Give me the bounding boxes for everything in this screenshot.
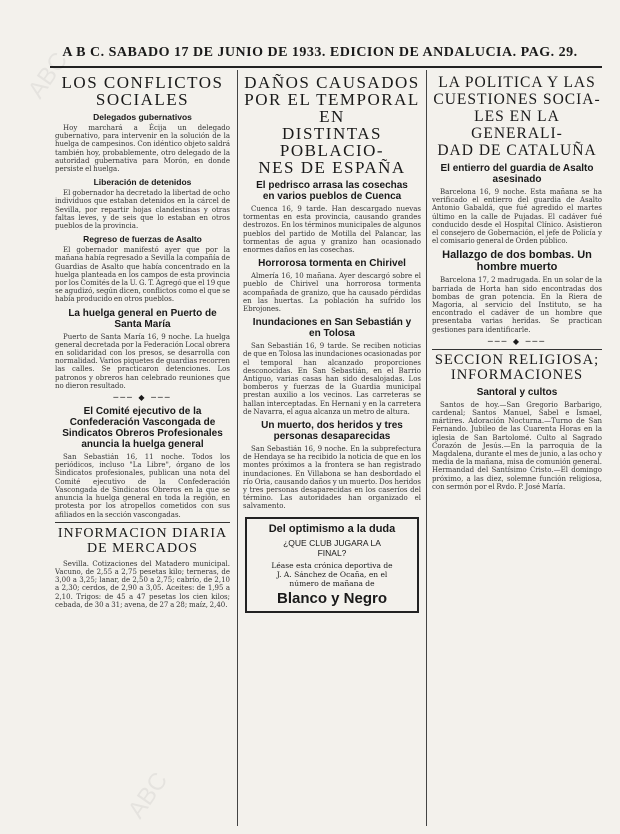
headline-line: INFORMACION DIARIA — [57, 525, 228, 541]
svg-text:ABC: ABC — [22, 47, 74, 104]
column-rule-1 — [237, 70, 238, 826]
article-text: Sevilla. Cotizaciones del Matadero municipal. Vacuno, de 2,55 a 2,75 pesetas kilo; terneras, de 3,00 a 3,25; lanar, de 2,50 a 2,75; cabrío, de 2,10 a 2,30; cerdos, de 2,90 a 3,05. Aceites: de 1,95 a 2,10. Trigos: de 45 a 47 pesetas los cien kilos; cebada, de 30 a 31; avena, de 27 a 28; maíz, 2,40. — [55, 559, 230, 609]
headline-line: SOCIALES — [95, 90, 190, 109]
title-line: en Tolosa — [309, 328, 355, 340]
headline-line: LA POLITICA Y LAS — [438, 74, 596, 91]
headline-line: POR EL TEMPORAL EN — [244, 90, 420, 126]
section-rule — [432, 349, 602, 350]
section-title: Regreso de fuerzas de Asalto — [83, 234, 202, 245]
section-title — [432, 163, 602, 185]
ad-body — [251, 561, 413, 588]
section-rule — [55, 522, 230, 523]
title-line: El entierro del guardia de Asalto — [440, 163, 594, 174]
svg-text:ABC: ABC — [122, 767, 174, 824]
ad-brand: Blanco y Negro — [276, 589, 388, 607]
title-line: asesinado — [492, 174, 542, 185]
section-title: Liberación de detenidos — [93, 177, 192, 188]
article-text: Cuenca 16, 9 tarde. Han descargado nuevas tormentas en esta provincia, causando grandes destrozos. En los términos municipales de algunos pueblos del partido de Motilla del Palancar, las tormentas de agua y granizo han ocasionado enormes daños en las cosechas. — [243, 205, 421, 255]
title-line: El pedrisco arrasa las cosechas — [256, 180, 408, 191]
headline-line: DAÑOS CAUSADOS — [244, 73, 420, 92]
article-text: Barcelona 17, 2 madrugada. En un solar de la barriada de Horta han sido encontradas dos bombas de gran potencia. En la Riera de Magoria, al servicio del Instituto, se ha encontrado el cadáver de un hombre que presentaba varias heridas. Se practican gestiones para identificarle. — [432, 276, 602, 334]
section-title: La huelga general en Puerto de Santa María — [68, 307, 217, 330]
headline-religiosa — [432, 353, 602, 383]
title-line: hombre muerto — [476, 261, 558, 274]
headline-line: CUESTIONES SOCIA- — [433, 91, 601, 108]
ad-body-line: Léase esta crónica deportiva de — [271, 560, 393, 570]
headline-conflictos — [55, 74, 230, 108]
section-title — [243, 180, 421, 202]
article-text: Puerto de Santa María 16, 9 noche. La huelga general decretada por la Federación Local obrera en solidaridad con los presos, se desarrolla con normalidad. Varios piquetes de guardias recorren las calles. Se practicaron detenciones. Los patronos y obreros han celebrado reuniones que no dieron resultado. — [55, 332, 230, 390]
column-left — [55, 72, 230, 824]
column-middle — [243, 72, 421, 824]
advertisement-box — [245, 517, 419, 613]
ornament-divider: ─── ◆ ─── — [487, 336, 547, 346]
title-line: personas desaparecidas — [273, 431, 391, 443]
headline-line: SECCION RELIGIOSA; — [434, 351, 600, 368]
ad-headline: Del optimismo a la duda — [268, 522, 396, 535]
section-title — [432, 249, 602, 273]
article-text: San Sebastián 16, 9 noche. En la subprefectura de Hendaya se ha recibido la noticia de que en los montes próximos a la frontera se han registrado inundaciones. En Villabona se han desbordado el río Oria, causando daños y un muerto. Dos heridos y tres personas desaparecidas en los caseríos del término. Las autoridades han organizado el salvamento. — [243, 445, 421, 511]
article-text: San Sebastián 16, 9 tarde. Se reciben noticias de que en Tolosa las inundaciones ocasionadas por el temporal han alcanzado proporciones desconocidas. En San Sebastián, en el Barrio Antiguo, varias casas han sido desalojadas. Los bomberos y fuerzas de la Guardia municipal prestan auxilio a los vecinos. Las carreteras se hallan interceptadas. En Hernani y en la carretera de Navarra, el agua alcanza un metro de altura. — [243, 342, 421, 416]
column-rule-2 — [426, 70, 427, 826]
section-title: Delegados gubernativos — [93, 112, 192, 122]
headline-mercados — [55, 526, 230, 556]
column-right — [432, 72, 602, 824]
title-line: Hallazgo de dos bombas. Un — [442, 249, 592, 262]
title-line: en varios pueblos de Cuenca — [262, 191, 402, 202]
headline-line: NES DE ESPAÑA — [258, 158, 406, 177]
headline-line: LOS CONFLICTOS — [61, 73, 224, 92]
ad-body-line: J. A. Sánchez de Ocaña, en el — [276, 569, 388, 579]
article-text: El gobernador ha decretado la libertad de ocho individuos que estaban detenidos en la cárcel de Sevilla, por repartir hojas clandestinas y otras faltas leves, y de seis que lo estaban en otros pueblos de la provincia. — [55, 189, 230, 231]
article-text: Barcelona 16, 9 noche. Esta mañana se ha verificado el entierro del guardia de Asalto Antonio Gabaldá, que fué agredido el martes último en la calle de Pujadas. El cadáver fué conducido desde el Hospital Clínico. Asistieron el consejero de Gobernación, el jefe de Policía y el comisario general de Orden público. — [432, 188, 602, 246]
section-title — [243, 317, 421, 339]
ad-question-line: FINAL? — [317, 547, 347, 558]
headline-line: DAD DE CATALUÑA — [437, 142, 597, 159]
headline-line: DE MERCADOS — [87, 540, 198, 556]
headline-danos — [243, 74, 421, 176]
ad-question-line: ¿QUE CLUB JUGARA LA — [283, 537, 381, 548]
headline-politica — [432, 74, 602, 159]
headline-line: INFORMACIONES — [450, 366, 584, 383]
article-text: Hoy marchará a Écija un delegado gubernativo, para intervenir en la solución de la huelga de campesinos. Con idéntico objeto saldrá también hoy, probablemente, otro delegado de la autoridad gubernativa para Morón, en donde persiste el huelga. — [55, 124, 230, 174]
article-text: Almería 16, 10 mañana. Ayer descargó sobre el pueblo de Chirivel una horrorosa tormenta acompañada de granizo, que ha causado pérdidas en las huertas. La población ha sufrido los Ebrojones. — [243, 272, 421, 314]
section-title — [243, 420, 421, 442]
page-masthead: A B C. SABADO 17 DE JUNIO DE 1933. EDICION DE ANDALUCIA. PAG. 29. — [62, 45, 578, 60]
section-title: Horrorosa tormenta en Chirivel — [258, 258, 406, 270]
ornament-divider: ─── ◆ ─── — [113, 393, 172, 403]
article-text: Santos de hoy.—San Gregorio Barbarigo, cardenal; Santos Manuel, Sabel e Ismael, mártires. Adoración Nocturna.—Turno de San Fernando. Jubileo de las Cuarenta Horas en la iglesia de San Bartolomé. Culto al Sagrado Corazón de Jesús.—En la parroquia de la Magdalena, durante el mes de junio, a las ocho y media de la mañana, misa de comunión general. Hermandad del Santísimo Cristo.—El domingo próximo, a las diez, solemne función religiosa, con sermón por el Rvdo. P. José María. — [432, 400, 602, 491]
masthead-rule — [50, 66, 602, 68]
ad-question — [251, 538, 413, 558]
title-line: Inundaciones en San Sebastián y — [252, 317, 412, 329]
headline-line: LES EN LA GENERALI- — [471, 108, 563, 142]
headline-line: DISTINTAS POBLACIO- — [279, 124, 385, 160]
section-title: Santoral y cultos — [476, 386, 558, 398]
title-line: Un muerto, dos heridos y tres — [261, 420, 403, 432]
section-title: El Comité ejecutivo de la Confederación Vascongada de Sindicatos Obreros Profesionales anuncia la huelga general — [62, 406, 223, 451]
ad-body-line: número de mañana de — [289, 578, 375, 588]
article-text: San Sebastián 16, 11 noche. Todos los periódicos, incluso "La Libre", órgano de los Sindicatos profesionales, publican una nota del Comité ejecutivo de la Confederación Vascongada de Sindicatos Obreros en la que se anuncia la huelga general en toda la región, en protesta por los atropellos cometidos con sus afiliados en la sección vascongadas. — [55, 453, 230, 519]
article-text: El gobernador manifestó ayer que por la mañana había regresado a Sevilla la compañía de Guardias de Asalto que había concentrado en la huelga planteada en los campos de esta provincia por los Comités de la U. G. T. Agregó que el 19 que se agudizó, según dicen, conflictos como el que se había producido en otros pueblos. — [55, 246, 230, 304]
